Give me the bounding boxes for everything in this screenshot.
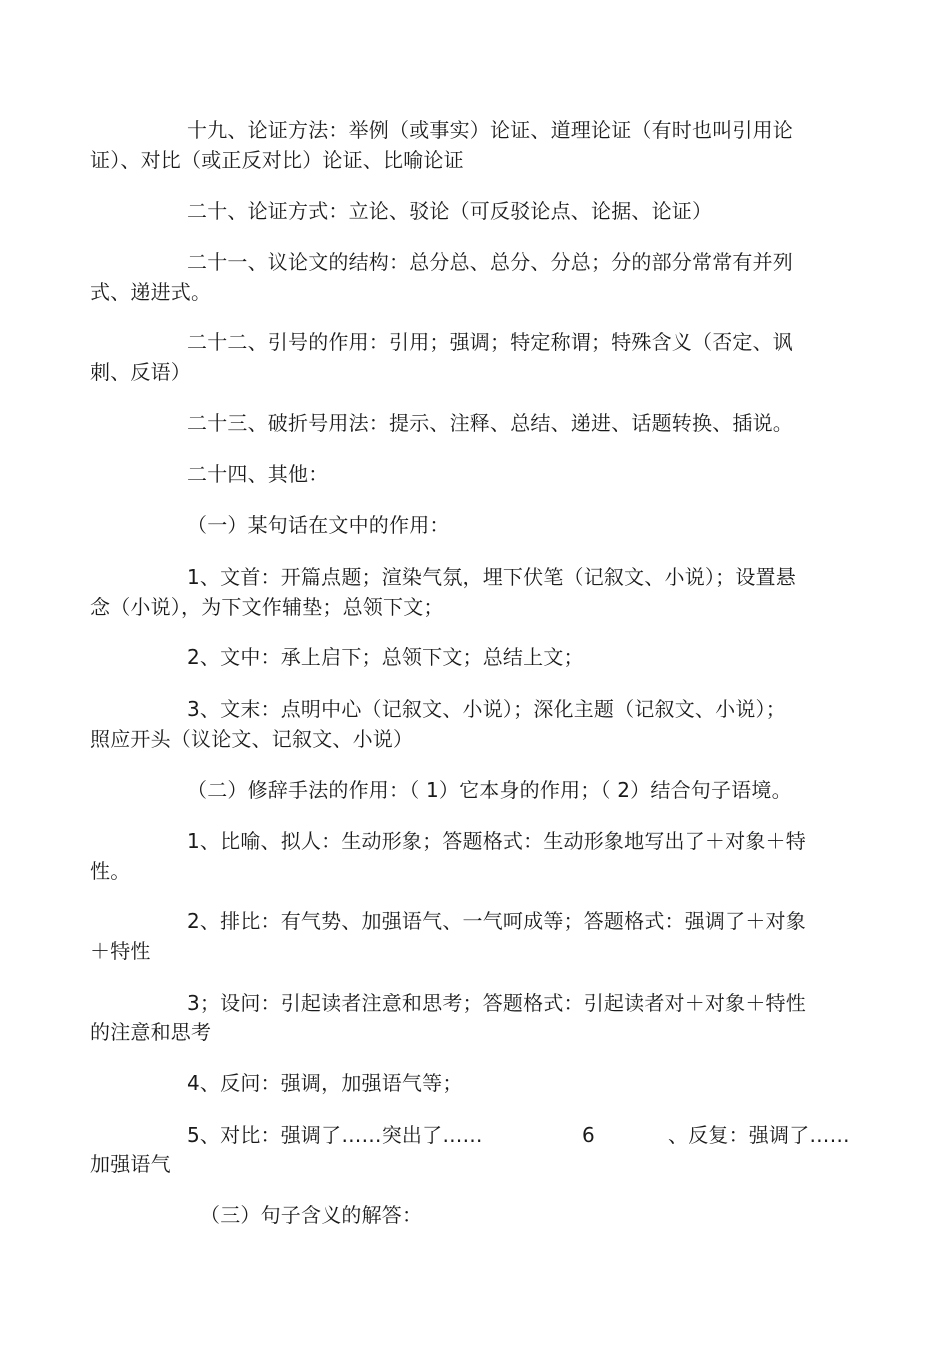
- text-line: 二十四、其他：: [187, 462, 329, 486]
- text-line: （二）修辞手法的作用：（ 1）它本身的作用；（ 2）结合句子语境。: [187, 778, 792, 802]
- text-line: 念（小说），为下文作辅垫；总领下文；: [90, 595, 444, 619]
- text-line: 1、比喻、拟人：生动形象；答题格式：生动形象地写出了＋对象＋特: [187, 829, 806, 853]
- text-line: （一）某句话在文中的作用：: [187, 513, 450, 537]
- text-line: 二十一、议论文的结构：总分总、总分、分总；分的部分常常有并列: [187, 250, 793, 274]
- text-line: 十九、论证方法：举例（或事实）论证、道理论证（有时也叫引用论: [187, 118, 793, 142]
- text-line: 2、排比：有气势、加强语气、一气呵成等；答题格式：强调了＋对象: [187, 909, 806, 933]
- text-line: ＋特性: [90, 939, 151, 963]
- text-line: 式、递进式。: [90, 280, 212, 304]
- text-line: 加强语气: [90, 1152, 171, 1176]
- text-line: 二十、论证方式：立论、驳论（可反驳论点、论据、论证）: [187, 199, 713, 223]
- text-line: 、反复：强调了……: [668, 1123, 850, 1147]
- text-line: （三）句子含义的解答：: [200, 1203, 423, 1227]
- text-line: 2、文中：承上启下；总领下文；总结上文；: [187, 645, 584, 669]
- text-line: 证）、对比（或正反对比）论证、比喻论证: [90, 148, 464, 172]
- text-line: 1、文首：开篇点题；渲染气氛，埋下伏笔（记叙文、小说）；设置悬: [187, 565, 796, 589]
- text-line: 3、文末：点明中心（记叙文、小说）；深化主题（记叙文、小说）；: [187, 697, 786, 721]
- text-line: 3；设问：引起读者注意和思考；答题格式：引起读者对＋对象＋特性: [187, 991, 806, 1015]
- text-line: 性。: [90, 859, 131, 883]
- text-line: 刺、反语）: [90, 360, 191, 384]
- text-line: 的注意和思考: [90, 1020, 212, 1044]
- text-line: 5、对比：强调了……突出了……: [187, 1123, 483, 1147]
- item-number: 6: [582, 1123, 595, 1147]
- text-line: 照应开头（议论文、记叙文、小说）: [90, 727, 414, 751]
- text-line: 二十二、引号的作用：引用；强调；特定称谓；特殊含义（否定、讽: [187, 330, 793, 354]
- text-line: 二十三、破折号用法：提示、注释、总结、递进、话题转换、插说。: [187, 411, 793, 435]
- text-line: 4、反问：强调，加强语气等；: [187, 1071, 463, 1095]
